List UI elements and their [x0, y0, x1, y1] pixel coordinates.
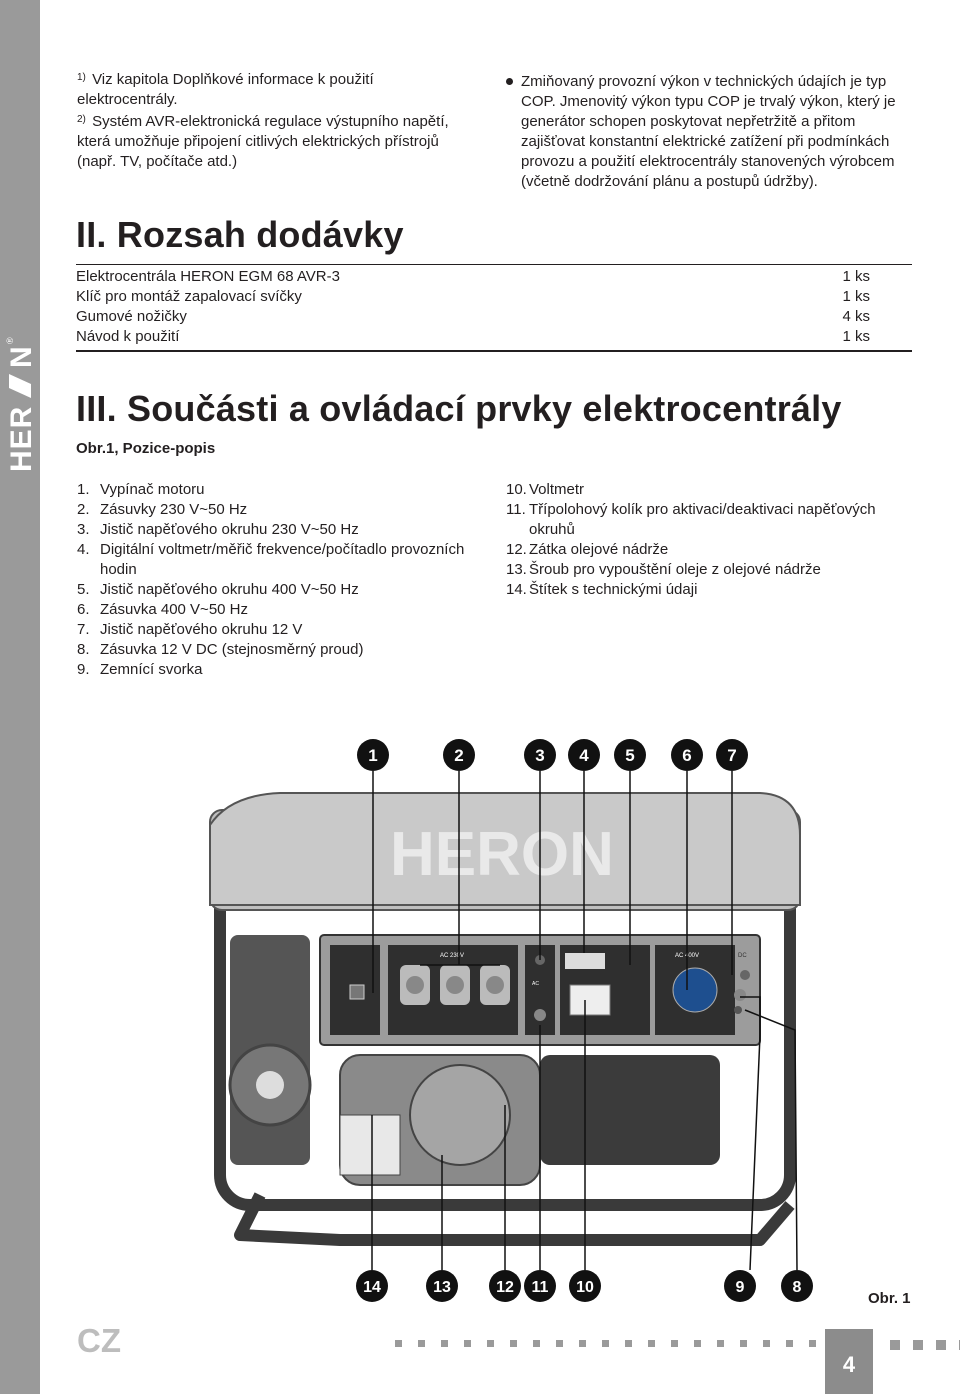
svg-text:HER: HER	[5, 405, 38, 472]
cop-note-text: Zmiňovaný provozní výkon v technických údajích je typ COP. Jmenovitý výkon typu COP je trvalý výkon, který je generátor schopen poskytovat nepřetržitě a přitom zajišťovat konstantní elektrické zatížení při podmínkách provozu a použití elektrocentrály stanovených výrobcem (včetně dodržování plánu a postupů údržby).	[521, 73, 896, 190]
top-callouts	[357, 739, 748, 771]
list-item: 8. Zásuvka 12 V DC (stejnosměrný proud)	[77, 641, 364, 658]
figure-subheading: Obr.1, Pozice-popis	[76, 440, 216, 457]
voltmeter	[570, 985, 610, 1015]
callout-badge	[356, 1270, 388, 1302]
callout-badge	[724, 1270, 756, 1302]
footer-dots	[395, 1340, 816, 1347]
cop-note	[506, 72, 906, 192]
svg-text:4: 4	[579, 746, 589, 765]
dc-socket	[734, 989, 746, 1001]
footnote-1: $^{1)}$ Viz kapitola Doplňkové informace k použití elektrocentrály.	[77, 71, 374, 108]
svg-text:11: 11	[531, 1279, 549, 1296]
delivery-qty: 4 ks	[842, 308, 870, 325]
digital-meter	[565, 953, 605, 969]
generator-illustration	[200, 735, 920, 1320]
svg-text:9: 9	[735, 1279, 745, 1296]
delivery-item: Gumové nožičky	[76, 308, 187, 325]
footer-dots-right	[890, 1340, 960, 1350]
svg-text:8: 8	[792, 1279, 802, 1296]
svg-text:13: 13	[433, 1279, 451, 1296]
bullet-icon	[506, 78, 513, 85]
list-item: 7. Jistič napěťového okruhu 12 V	[77, 621, 303, 638]
selector-pin	[534, 1009, 546, 1021]
svg-text:14: 14	[363, 1279, 381, 1296]
panel-label-dc: DC	[738, 953, 747, 959]
delivery-qty: 1 ks	[842, 288, 870, 305]
brand-tank-text: HERON	[390, 820, 614, 889]
svg-text:5: 5	[625, 746, 635, 765]
footnote-text: Systém AVR-elektronická regulace výstupního napětí, která umožňuje připojení citlivých elektrických přístrojů (např. TV, počítače atd.)	[77, 113, 449, 170]
delivery-item: Elektrocentrála HERON EGM 68 AVR-3	[76, 268, 340, 285]
socket-400v	[673, 968, 717, 1012]
delivery-row	[76, 327, 912, 347]
svg-text:7: 7	[727, 746, 737, 765]
svg-text:®: ®	[5, 337, 15, 344]
footnote-2: $^{2)}$ Systém AVR-elektronická regulace výstupního napětí, která umožňuje připojení citlivých elektrických přístrojů (např. TV, počítače atd.)	[77, 113, 449, 170]
ground-terminal	[734, 1006, 742, 1014]
list-item: 14. Štítek s technickými údaji	[506, 581, 698, 598]
svg-text:N: N	[5, 346, 38, 368]
callout-badge	[781, 1270, 813, 1302]
parts-list-left	[77, 480, 477, 680]
callout-badge	[671, 739, 703, 771]
list-item: 2. Zásuvky 230 V~50 Hz	[77, 501, 248, 518]
svg-text:2: 2	[454, 746, 464, 765]
breaker-12v	[740, 970, 750, 980]
list-item: 6. Zásuvka 400 V~50 Hz	[77, 601, 249, 618]
footnotes	[77, 70, 477, 174]
list-item: 3. Jistič napěťového okruhu 230 V~50 Hz	[77, 521, 359, 538]
section-title-components: III. Součásti a ovládací prvky elektrocentrály	[76, 388, 842, 429]
parts-list-right	[506, 480, 916, 600]
callout-badge	[443, 739, 475, 771]
delivery-item: Klíč pro montáž zapalovací svíčky	[76, 288, 302, 305]
panel-label-ac230: AC 230V	[440, 953, 465, 959]
generator-figure	[200, 735, 920, 1320]
engine-switch	[350, 985, 364, 999]
callout-badge	[568, 739, 600, 771]
list-item: 5. Jistič napěťového okruhu 400 V~50 Hz	[77, 581, 359, 598]
svg-text:10: 10	[576, 1279, 594, 1296]
callout-badge	[614, 739, 646, 771]
callout-badge	[524, 739, 556, 771]
list-item: 11. Třípolohový kolík pro aktivaci/deaktivaci napěťových okruhů	[506, 501, 876, 538]
footnote-text: Viz kapitola Doplňkové informace k použití elektrocentrály.	[77, 71, 374, 108]
delivery-row	[76, 267, 912, 287]
callout-badge	[524, 1270, 556, 1302]
svg-text:1: 1	[368, 746, 378, 765]
section-title-delivery: II. Rozsah dodávky	[76, 214, 404, 255]
figure-caption: Obr. 1	[868, 1290, 911, 1307]
delivery-table	[76, 264, 912, 352]
delivery-qty: 1 ks	[842, 328, 870, 345]
delivery-qty: 1 ks	[842, 268, 870, 285]
list-item: 10. Voltmetr	[506, 481, 585, 498]
callout-badge	[357, 739, 389, 771]
fuel-tank	[210, 793, 800, 905]
callout-badge	[716, 739, 748, 771]
svg-text:12: 12	[496, 1279, 514, 1296]
panel-label-ac400: AC 400V	[675, 953, 700, 959]
socket-230v	[400, 965, 510, 1005]
delivery-row	[76, 287, 912, 307]
list-item: 4. Digitální voltmetr/měřič frekvence/počítadlo provozních hodin	[77, 541, 465, 578]
list-item: 1. Vypínač motoru	[77, 481, 205, 498]
delivery-item: Návod k použití	[76, 328, 180, 345]
list-item: 12. Zátka olejové nádrže	[506, 541, 669, 558]
callout-badge	[426, 1270, 458, 1302]
language-code: CZ	[77, 1322, 121, 1359]
callout-badge	[489, 1270, 521, 1302]
delivery-row	[76, 307, 912, 327]
callout-badge	[569, 1270, 601, 1302]
list-item: 13. Šroub pro vypouštění oleje z olejové nádrže	[506, 561, 821, 578]
bottom-callouts	[356, 1270, 813, 1302]
brand-logo-vertical	[0, 0, 40, 1394]
svg-text:6: 6	[682, 746, 692, 765]
page-number: 4	[825, 1329, 873, 1394]
list-item: 9. Zemnící svorka	[77, 661, 203, 678]
svg-text:3: 3	[535, 746, 545, 765]
panel-label-ac: AC	[532, 981, 539, 987]
